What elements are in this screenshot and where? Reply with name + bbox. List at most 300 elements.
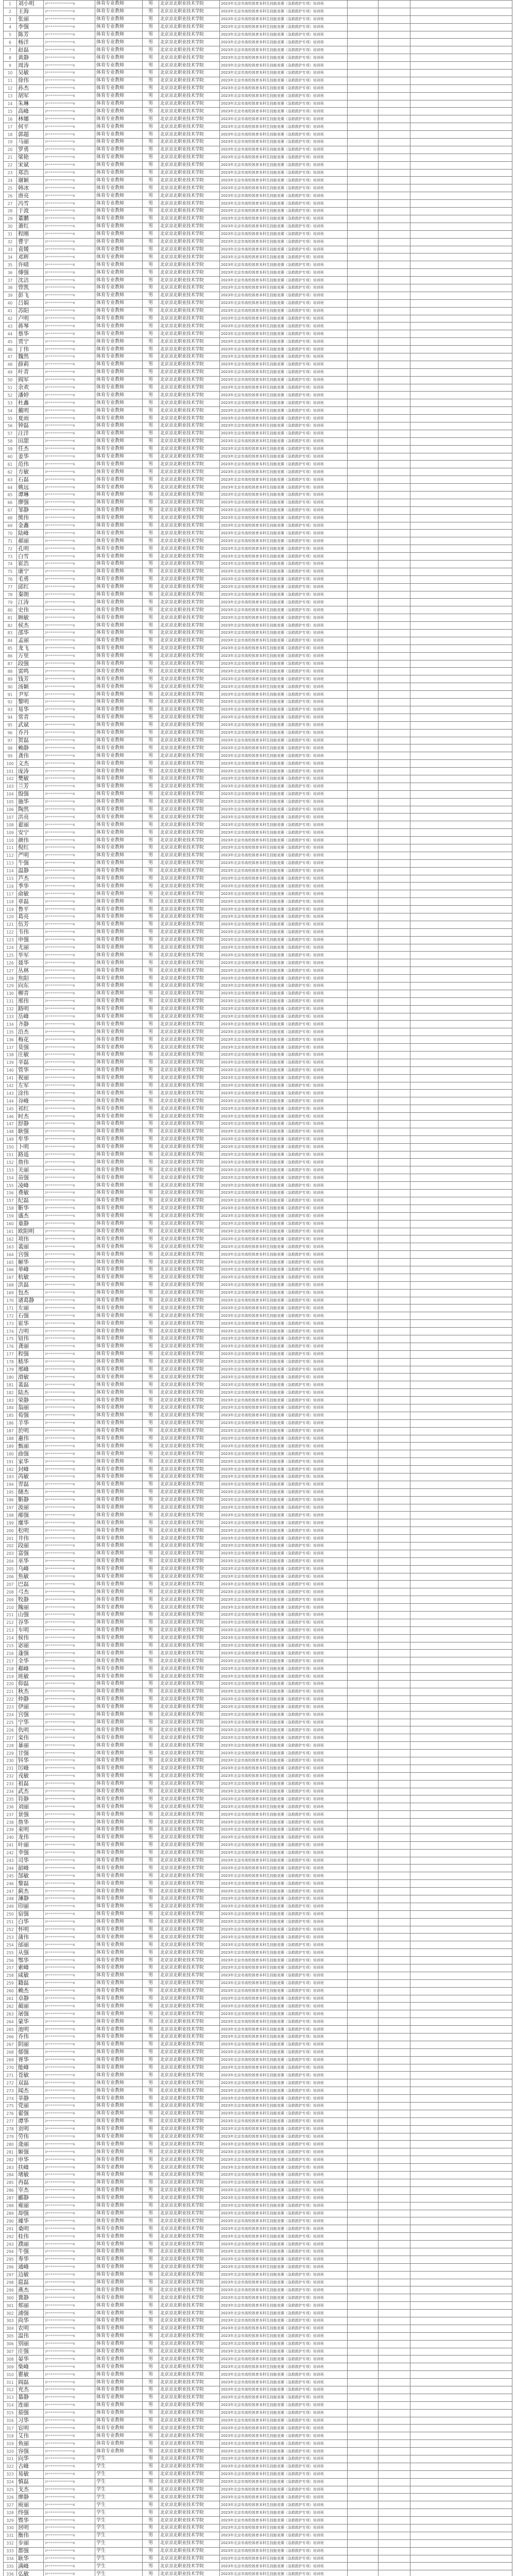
course-name: 2023年北京市高校体育本科生技能竞赛（急救救护专项）培训班 [220, 2148, 348, 2156]
blank-cell [348, 8, 379, 15]
blank-cell [348, 1228, 379, 1235]
blank-cell [348, 115, 379, 123]
code-cell [379, 2087, 410, 2095]
course-name: 2023年北京市高校体育本科生技能竞赛（急救救护专项）培训班 [220, 990, 348, 997]
gender: 男 [143, 2371, 159, 2379]
table-row [4, 1013, 512, 1021]
gender: 男 [143, 583, 159, 591]
person-name: 连丽 [17, 2401, 44, 2409]
row-number: 192 [4, 1466, 17, 1473]
id-number: 3*************6 [44, 2187, 95, 2194]
blank-cell [410, 928, 512, 936]
person-type: 体育专业教师 [95, 230, 143, 238]
person-type: 体育专业教师 [95, 1320, 143, 1328]
blank-cell [410, 1259, 512, 1266]
gender: 男 [143, 230, 159, 238]
person-type: 体育专业教师 [95, 1880, 143, 1888]
blank-cell [410, 2279, 512, 2286]
table-row [4, 2355, 512, 2363]
id-number: 3*************6 [44, 2371, 95, 2379]
blank-cell [410, 1113, 512, 1121]
row-number: 147 [4, 1121, 17, 1128]
blank-cell [410, 837, 512, 844]
course-name: 2023年北京市高校体育本科生技能竞赛（急救救护专项）培训班 [220, 1565, 348, 1573]
row-number: 174 [4, 1328, 17, 1335]
code-cell [379, 299, 410, 307]
person-type: 体育专业教师 [95, 1113, 143, 1121]
course-name: 2023年北京市高校体育本科生技能竞赛（急救救护专项）培训班 [220, 875, 348, 883]
code-cell [379, 445, 410, 453]
table-row [4, 2570, 512, 2576]
code-cell [379, 699, 410, 706]
table-row [4, 1074, 512, 1082]
blank-cell [348, 2110, 379, 2117]
gender: 男 [143, 368, 159, 376]
person-name: 万里 [17, 652, 44, 660]
work-unit: 北京京北职业技术学院 [159, 2033, 220, 2041]
course-name: 2023年北京市高校体育本科生技能竞赛（急救救护专项）培训班 [220, 84, 348, 92]
id-number: 3*************6 [44, 1074, 95, 1082]
course-name: 2023年北京市高校体育本科生技能竞赛（急救救护专项）培训班 [220, 2003, 348, 2010]
code-cell [379, 1358, 410, 1366]
person-name: 康宁 [17, 568, 44, 575]
table-row [4, 1719, 512, 1726]
course-name: 2023年北京市高校体育本科生技能竞赛（急救救护专项）培训班 [220, 2440, 348, 2448]
work-unit: 北京京北职业技术学院 [159, 1865, 220, 1872]
course-name: 2023年北京市高校体育本科生技能竞赛（急救救护专项）培训班 [220, 384, 348, 392]
person-name: 韩冰 [17, 184, 44, 192]
person-type: 体育专业教师 [95, 169, 143, 177]
blank-cell [348, 936, 379, 944]
person-name: 倪红 [17, 844, 44, 852]
course-name: 2023年北京市高校体育本科生技能竞赛（急救救护专项）培训班 [220, 1711, 348, 1719]
course-name: 2023年北京市高校体育本科生技能竞赛（急救救护专项）培训班 [220, 721, 348, 729]
row-number: 117 [4, 890, 17, 898]
person-name: 祝丽 [17, 1074, 44, 1082]
row-number: 21 [4, 154, 17, 161]
work-unit: 北京京北职业技术学院 [159, 1573, 220, 1581]
person-name: 扶峰 [17, 2164, 44, 2172]
blank-cell [410, 1220, 512, 1228]
table-row [4, 2125, 512, 2133]
gender: 男 [143, 1097, 159, 1105]
person-name: 贡明 [17, 2125, 44, 2133]
blank-cell [410, 1834, 512, 1841]
gender: 男 [143, 2517, 159, 2524]
blank-cell [410, 1350, 512, 1358]
code-cell [379, 606, 410, 614]
blank-cell [348, 392, 379, 399]
course-name: 2023年北京市高校体育本科生技能竞赛（急救救护专项）培训班 [220, 407, 348, 415]
id-number: 3*************6 [44, 330, 95, 338]
table-row [4, 1320, 512, 1328]
code-cell [379, 1197, 410, 1205]
id-number: 3*************6 [44, 1036, 95, 1044]
row-number: 181 [4, 1381, 17, 1389]
id-number: 3*************6 [44, 691, 95, 699]
code-cell [379, 1113, 410, 1121]
blank-cell [410, 2010, 512, 2018]
course-name: 2023年北京市高校体育本科生技能竞赛（急救救护专项）培训班 [220, 192, 348, 200]
row-number: 169 [4, 1289, 17, 1297]
course-name: 2023年北京市高校体育本科生技能竞赛（急救救护专项）培训班 [220, 223, 348, 230]
row-number: 77 [4, 583, 17, 591]
table-row [4, 652, 512, 660]
blank-cell [348, 1795, 379, 1803]
work-unit: 北京京北职业技术学院 [159, 361, 220, 368]
table-row [4, 2455, 512, 2463]
row-number: 3 [4, 15, 17, 23]
person-name: 龚伟 [17, 752, 44, 760]
blank-cell [348, 246, 379, 253]
code-cell [379, 1535, 410, 1543]
gender: 男 [143, 2141, 159, 2148]
gender: 男 [143, 1466, 159, 1473]
code-cell [379, 123, 410, 131]
blank-cell [410, 852, 512, 859]
work-unit: 北京京北职业技术学院 [159, 2117, 220, 2125]
id-number: 3*************6 [44, 660, 95, 668]
table-row [4, 1673, 512, 1681]
gender: 男 [143, 1458, 159, 1466]
row-number: 205 [4, 1565, 17, 1573]
blank-cell [348, 1803, 379, 1811]
work-unit: 北京京北职业技术学院 [159, 338, 220, 346]
work-unit: 北京京北职业技术学院 [159, 1358, 220, 1366]
course-name: 2023年北京市高校体育本科生技能竞赛（急救救护专项）培训班 [220, 253, 348, 261]
id-number: 3*************6 [44, 1543, 95, 1550]
gender: 男 [143, 1703, 159, 1711]
code-cell [379, 1205, 410, 1212]
gender: 男 [143, 506, 159, 514]
course-name: 2023年北京市高校体育本科生技能竞赛（急救救护专项）培训班 [220, 1443, 348, 1450]
table-row [4, 1519, 512, 1527]
person-type: 学生 [95, 2547, 143, 2555]
row-number: 126 [4, 959, 17, 967]
course-name: 2023年北京市高校体育本科生技能竞赛（急救救护专项）培训班 [220, 307, 348, 315]
blank-cell [348, 2409, 379, 2417]
table-row [4, 1136, 512, 1143]
id-number: 3*************6 [44, 215, 95, 223]
row-number: 102 [4, 775, 17, 783]
id-number: 3*************6 [44, 706, 95, 714]
row-number: 12 [4, 84, 17, 92]
course-name: 2023年北京市高校体育本科生技能竞赛（急救救护专项）培训班 [220, 975, 348, 982]
blank-cell [410, 990, 512, 997]
blank-cell [410, 630, 512, 637]
code-cell [379, 253, 410, 261]
blank-cell [410, 1328, 512, 1335]
blank-cell [410, 2048, 512, 2056]
course-name: 2023年北京市高校体育本科生技能竞赛（急救救护专项）培训班 [220, 92, 348, 100]
id-number: 3*************6 [44, 161, 95, 169]
table-row [4, 1941, 512, 1949]
blank-cell [410, 1005, 512, 1013]
blank-cell [348, 890, 379, 898]
blank-cell [410, 514, 512, 522]
row-number: 113 [4, 859, 17, 867]
blank-cell [348, 1696, 379, 1703]
person-name: 丛林 [17, 967, 44, 975]
blank-cell [410, 1918, 512, 1926]
blank-cell [410, 1895, 512, 1903]
blank-cell [348, 437, 379, 445]
id-number: 3*************6 [44, 77, 95, 84]
work-unit: 北京京北职业技术学院 [159, 959, 220, 967]
id-number: 3*************6 [44, 2317, 95, 2325]
person-name: 段强 [17, 660, 44, 668]
person-name: 赖静 [17, 744, 44, 752]
person-type: 体育专业教师 [95, 714, 143, 721]
code-cell [379, 1473, 410, 1481]
blank-cell [410, 399, 512, 407]
table-row [4, 1343, 512, 1350]
blank-cell [348, 2156, 379, 2164]
blank-cell [410, 1205, 512, 1212]
id-number: 3*************6 [44, 407, 95, 415]
blank-cell [410, 1565, 512, 1573]
blank-cell [348, 1504, 379, 1512]
code-cell [379, 2317, 410, 2325]
id-number: 3*************6 [44, 2271, 95, 2279]
person-type: 体育专业教师 [95, 70, 143, 77]
blank-cell [348, 959, 379, 967]
person-type: 体育专业教师 [95, 1612, 143, 1619]
table-row [4, 537, 512, 545]
course-name: 2023年北京市高校体育本科生技能竞赛（急救救护专项）培训班 [220, 913, 348, 921]
person-type: 体育专业教师 [95, 1005, 143, 1013]
work-unit: 北京京北职业技术学院 [159, 2409, 220, 2417]
person-name: 季华 [17, 883, 44, 890]
work-unit: 北京京北职业技术学院 [159, 2517, 220, 2524]
blank-cell [348, 422, 379, 430]
row-number: 198 [4, 1512, 17, 1519]
id-number: 3*************6 [44, 668, 95, 675]
table-row [4, 1496, 512, 1504]
gender: 男 [143, 2501, 159, 2509]
table-row [4, 2486, 512, 2494]
code-cell [379, 184, 410, 192]
row-number: 204 [4, 1557, 17, 1565]
course-name: 2023年北京市高校体育本科生技能竞赛（急救救护专项）培训班 [220, 1834, 348, 1841]
person-type: 体育专业教师 [95, 928, 143, 936]
row-number: 241 [4, 1841, 17, 1849]
table-row [4, 161, 512, 169]
person-type: 体育专业教师 [95, 2125, 143, 2133]
id-number: 3*************6 [44, 422, 95, 430]
blank-cell [410, 407, 512, 415]
row-number: 143 [4, 1090, 17, 1097]
gender: 男 [143, 1473, 159, 1481]
blank-cell [410, 1888, 512, 1895]
course-name: 2023年北京市高校体育本科生技能竞赛（急救救护专项）培训班 [220, 867, 348, 875]
blank-cell [348, 1512, 379, 1519]
person-name: 储杰 [17, 1488, 44, 1496]
blank-cell [348, 1872, 379, 1880]
blank-cell [410, 115, 512, 123]
course-name: 2023年北京市高校体育本科生技能竞赛（急救救护专项）培训班 [220, 1066, 348, 1074]
work-unit: 北京京北职业技术学院 [159, 1381, 220, 1389]
table-row [4, 1143, 512, 1151]
blank-cell [410, 2087, 512, 2095]
id-number: 3*************6 [44, 637, 95, 645]
row-number: 155 [4, 1182, 17, 1190]
blank-cell [348, 1703, 379, 1711]
gender: 男 [143, 223, 159, 230]
blank-cell [348, 1358, 379, 1366]
course-name: 2023年北京市高校体育本科生技能竞赛（急救救护专项）培训班 [220, 2087, 348, 2095]
blank-cell [410, 2133, 512, 2141]
blank-cell [410, 353, 512, 361]
row-number: 94 [4, 714, 17, 721]
blank-cell [410, 1297, 512, 1304]
code-cell [379, 1841, 410, 1849]
blank-cell [410, 2386, 512, 2394]
course-name: 2023年北京市高校体育本科生技能竞赛（急救救护专项）培训班 [220, 77, 348, 84]
blank-cell [410, 154, 512, 161]
table-row [4, 1811, 512, 1819]
person-type: 体育专业教师 [95, 1765, 143, 1772]
row-number: 167 [4, 1274, 17, 1281]
blank-cell [410, 284, 512, 292]
blank-cell [410, 2064, 512, 2072]
gender: 男 [143, 115, 159, 123]
work-unit: 北京京北职业技术学院 [159, 1427, 220, 1435]
row-number: 57 [4, 430, 17, 437]
row-number: 28 [4, 208, 17, 215]
work-unit: 北京京北职业技术学院 [159, 1128, 220, 1136]
work-unit: 北京京北职业技术学院 [159, 798, 220, 806]
person-type: 体育专业教师 [95, 1834, 143, 1841]
person-type: 体育专业教师 [95, 139, 143, 146]
table-row [4, 1443, 512, 1450]
work-unit: 北京京北职业技术学院 [159, 683, 220, 691]
person-name: 白华 [17, 1918, 44, 1926]
table-row [4, 568, 512, 575]
course-name: 2023年北京市高校体育本科生技能竞赛（急救救护专项）培训班 [220, 2302, 348, 2310]
id-number: 3*************6 [44, 1673, 95, 1681]
gender: 男 [143, 1918, 159, 1926]
course-name: 2023年北京市高校体育本科生技能竞赛（急救救护专项）培训班 [220, 699, 348, 706]
work-unit: 北京京北职业技术学院 [159, 752, 220, 760]
course-name: 2023年北京市高校体育本科生技能竞赛（急救救护专项）培训班 [220, 1059, 348, 1066]
person-name: 毛勇 [17, 575, 44, 583]
person-type: 体育专业教师 [95, 2110, 143, 2117]
blank-cell [410, 123, 512, 131]
blank-cell [410, 499, 512, 506]
id-number: 3*************6 [44, 1803, 95, 1811]
id-number: 3*************6 [44, 1557, 95, 1565]
course-name: 2023年北京市高校体育本科生技能竞赛（急救救护专项）培训班 [220, 1750, 348, 1757]
work-unit: 北京京北职业技术学院 [159, 2133, 220, 2141]
row-number: 5 [4, 31, 17, 39]
blank-cell [410, 461, 512, 468]
blank-cell [410, 821, 512, 829]
id-number: 3*************6 [44, 2026, 95, 2033]
blank-cell [410, 2463, 512, 2470]
person-name: 温伟 [17, 2332, 44, 2340]
blank-cell [348, 1673, 379, 1681]
blank-cell [348, 1880, 379, 1888]
id-number: 3*************6 [44, 859, 95, 867]
row-number: 195 [4, 1488, 17, 1496]
blank-cell [410, 1374, 512, 1381]
row-number: 315 [4, 2409, 17, 2417]
blank-cell [348, 1, 379, 8]
person-name: 於明 [17, 1427, 44, 1435]
gender: 男 [143, 184, 159, 192]
id-number: 3*************6 [44, 484, 95, 492]
id-number: 3*************6 [44, 1527, 95, 1535]
gender: 男 [143, 691, 159, 699]
work-unit: 北京京北职业技术学院 [159, 699, 220, 706]
gender: 男 [143, 614, 159, 622]
row-number: 320 [4, 2448, 17, 2455]
table-row [4, 1803, 512, 1811]
row-number: 64 [4, 484, 17, 492]
code-cell [379, 1044, 410, 1052]
table-row [4, 2340, 512, 2348]
id-number: 3*************6 [44, 1681, 95, 1688]
gender: 男 [143, 875, 159, 883]
person-type: 体育专业教师 [95, 2425, 143, 2432]
code-cell [379, 568, 410, 575]
code-cell [379, 2263, 410, 2271]
blank-cell [348, 1281, 379, 1289]
table-row [4, 737, 512, 744]
person-name: 弘敏 [17, 2570, 44, 2576]
id-number: 3*************6 [44, 729, 95, 737]
row-number: 165 [4, 1259, 17, 1266]
person-type: 体育专业教师 [95, 161, 143, 169]
gender: 男 [143, 1573, 159, 1581]
blank-cell [410, 1335, 512, 1343]
id-number: 3*************6 [44, 1412, 95, 1419]
blank-cell [348, 2425, 379, 2432]
work-unit: 北京京北职业技术学院 [159, 2348, 220, 2355]
code-cell [379, 637, 410, 645]
course-name: 2023年北京市高校体育本科生技能竞赛（急救救护专项）培训班 [220, 1557, 348, 1565]
blank-cell [410, 997, 512, 1005]
row-number: 212 [4, 1619, 17, 1626]
row-number: 129 [4, 982, 17, 990]
gender: 男 [143, 1957, 159, 1964]
row-number: 240 [4, 1834, 17, 1841]
table-row [4, 2524, 512, 2532]
row-number: 215 [4, 1642, 17, 1650]
person-type: 体育专业教师 [95, 2217, 143, 2225]
gender: 男 [143, 2555, 159, 2563]
person-type: 体育专业教师 [95, 837, 143, 844]
code-cell [379, 399, 410, 407]
course-name: 2023年北京市高校体育本科生技能竞赛（急救救护专项）培训班 [220, 169, 348, 177]
id-number: 3*************6 [44, 798, 95, 806]
blank-cell [348, 1742, 379, 1750]
blank-cell [348, 522, 379, 530]
course-name: 2023年北京市高校体育本科生技能竞赛（急救救护专项）培训班 [220, 575, 348, 583]
code-cell [379, 1688, 410, 1696]
gender: 男 [143, 921, 159, 928]
blank-cell [410, 844, 512, 852]
row-number: 247 [4, 1888, 17, 1895]
blank-cell [410, 622, 512, 630]
row-number: 123 [4, 936, 17, 944]
id-number: 3*************6 [44, 1151, 95, 1159]
person-type: 体育专业教师 [95, 2194, 143, 2202]
blank-cell [410, 591, 512, 599]
person-name: 车明 [17, 1626, 44, 1634]
person-name: 孔明 [17, 545, 44, 553]
